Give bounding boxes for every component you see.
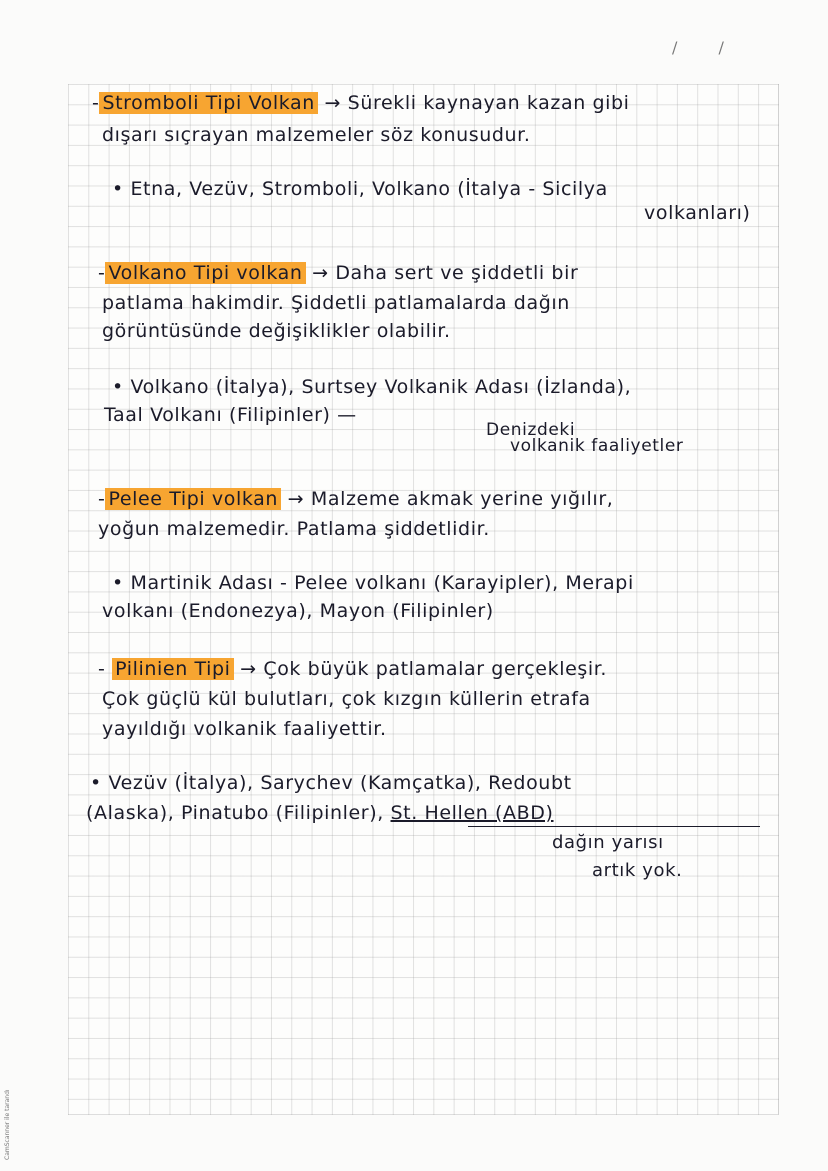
vulcanian-note-2: volkanik faaliyetler xyxy=(510,436,684,456)
plinian-st-hellen: St. Hellen (ABD) xyxy=(390,802,554,824)
vulcanian-heading: - Volkano Tipi volkan → Daha sert ve şiddetli bir xyxy=(98,262,579,284)
strombolian-line2: dışarı sıçrayan malzemeler söz konusudur. xyxy=(102,124,531,146)
strombolian-examples: • Etna, Vezüv, Stromboli, Volkano (İtalya - Sicilya xyxy=(112,178,608,200)
arrow-icon: → xyxy=(287,488,305,510)
pelean-examples: • Martinik Adası - Pelee volkanı (Karayipler), Merapi xyxy=(112,572,634,594)
strombolian-heading: - Stromboli Tipi Volkan → Sürekli kaynayan kazan gibi xyxy=(92,92,630,114)
plinian-heading: - Pilinien Tipi → Çok büyük patlamalar gerçekleşir. xyxy=(98,658,608,680)
underline-rule xyxy=(468,826,760,827)
strombolian-definition: Sürekli kaynayan kazan gibi xyxy=(347,92,630,114)
vulcanian-examples-cont: Taal Volkanı (Filipinler) — xyxy=(104,404,357,426)
pelean-heading: - Pelee Tipi volkan → Malzeme akmak yerine yığılır, xyxy=(98,488,614,510)
pelean-examples-cont: volkanı (Endonezya), Mayon (Filipinler) xyxy=(102,600,494,622)
plinian-examples-part: (Alaska), Pinatubo (Filipinler), xyxy=(86,802,384,824)
plinian-line3: yayıldığı volkanik faaliyettir. xyxy=(102,718,387,740)
plinian-note-1: dağın yarısı xyxy=(552,832,664,853)
plinian-title: Pilinien Tipi xyxy=(112,658,233,680)
arrow-icon: → xyxy=(324,92,342,114)
page-marks: / / xyxy=(672,38,742,57)
strombolian-examples-cont: volkanları) xyxy=(644,202,751,224)
plinian-examples-cont xyxy=(86,802,554,824)
pelean-line2: yoğun malzemedir. Patlama şiddetlidir. xyxy=(98,518,490,540)
plinian-line2: Çok güçlü kül bulutları, çok kızgın küllerin etrafa xyxy=(102,688,591,710)
pelean-title: Pelee Tipi volkan xyxy=(105,488,281,510)
arrow-icon: → xyxy=(312,262,329,284)
vulcanian-line3: görüntüsünde değişiklikler olabilir. xyxy=(102,320,451,342)
pelean-definition: Malzeme akmak yerine yığılır, xyxy=(310,488,614,510)
vulcanian-title: Volkano Tipi volkan xyxy=(105,262,305,284)
vulcanian-note-1: Denizdeki xyxy=(486,420,576,440)
arrow-icon: → xyxy=(240,658,257,680)
strombolian-title: Stromboli Tipi Volkan xyxy=(99,92,317,114)
plinian-examples: • Vezüv (İtalya), Sarychev (Kamçatka), Redoubt xyxy=(90,772,572,794)
vulcanian-examples: • Volkano (İtalya), Surtsey Volkanik Adası (İzlanda), xyxy=(112,376,632,398)
plinian-definition: Çok büyük patlamalar gerçekleşir. xyxy=(263,658,608,680)
vulcanian-line2: patlama hakimdir. Şiddetli patlamalarda dağın xyxy=(102,292,570,314)
vulcanian-definition: Daha sert ve şiddetli bir xyxy=(335,262,579,284)
plinian-note-2: artık yok. xyxy=(592,860,683,881)
scanner-label: CamScanner ile tarandı xyxy=(4,1089,11,1160)
